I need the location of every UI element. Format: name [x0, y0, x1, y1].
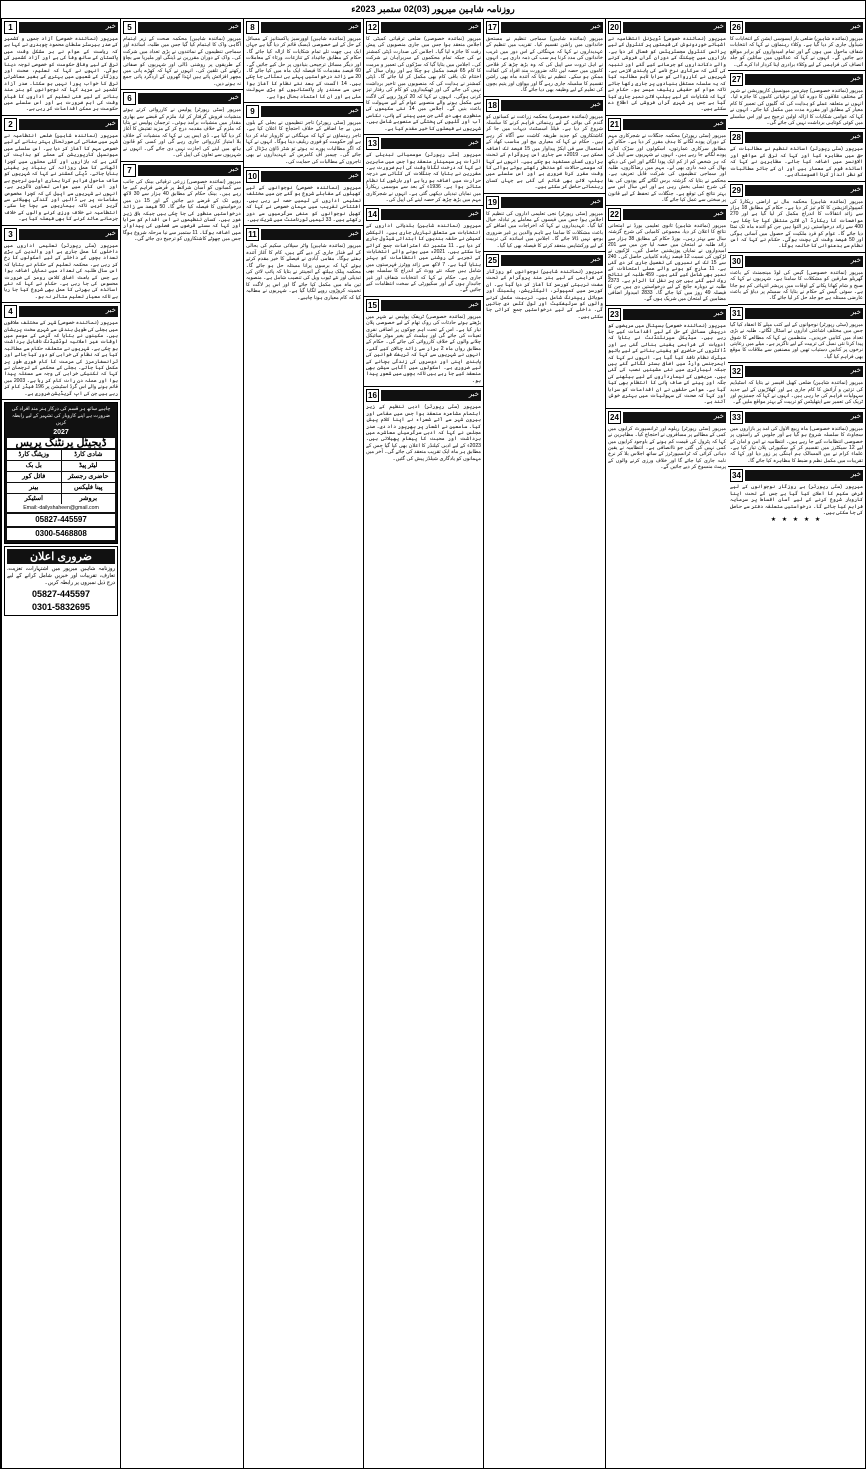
article-number: 3 [4, 228, 17, 241]
article-header [608, 118, 726, 131]
article-header [486, 196, 603, 209]
article-body: میرپور (نمائندہ خصوصی) نوجوانوں کے لیے کھیلوں کے مقابلے شروع ہو گئے جن میں مختلف تعلیمی اداروں کی ٹیمیں حصہ لے رہی ہیں۔ افتتاحی تقریب میں مہمان خصوصی نے کہا کہ کھیل نوجوانوں کو منفی سرگرمیوں سے دور رکھتے ہیں۔ 33 ٹیمیں ٹورنامنٹ میں شریک ہیں۔ [246, 184, 361, 223]
article-number: 32 [730, 365, 743, 378]
article-header [608, 21, 726, 34]
article-headline-bar [261, 171, 361, 182]
article-body: میرپور (سٹی رپورٹر) موسمیاتی تبدیلی کے اثرات پر سیمینار منعقد ہوا جس میں ماہرین نے کہا کہ درخت لگانا وقت کی اہم ضرورت ہے۔ مقررین نے بتایا کہ جنگلات کی کٹائی سے درجہ حرارت میں اضافہ ہو رہا ہے اور بارشوں کا نظام متاثر ہوا ہے۔ 1936ء کے بعد سے موسمی ریکارڈ میں نمایاں تبدیلی دیکھی گئی ہے۔ انہوں نے شجرکاری مہم میں بڑھ چڑھ کر حصہ لینے کی اپیل کی۔ [366, 152, 481, 203]
article-label: خبر [850, 185, 861, 193]
article-header [366, 21, 481, 34]
article-headline-bar [745, 308, 863, 319]
article-headline-bar [261, 229, 361, 240]
article-number: 8 [246, 21, 259, 34]
article-header [4, 118, 118, 131]
article-headline-bar [138, 93, 241, 104]
article [484, 252, 605, 322]
masthead [1, 1, 865, 19]
article-number: 20 [608, 21, 621, 34]
article [606, 409, 728, 473]
article-header [730, 184, 863, 197]
article-body: میرپور (سٹی رپورٹر) نجی تعلیمی اداروں کی تنظیم کا اجلاس ہوا جس میں فیسوں کے معاملے پر تبادلہ خیال کیا گیا۔ عہدیداروں نے کہا کہ اخراجات میں اضافے کے باعث مشکلات کا سامنا ہے تاہم والدین پر غیر ضروری بوجھ نہیں ڈالا جائے گا۔ اجلاس میں اساتذہ کی تربیت کے لیے ورکشاپس منعقد کرنے کا فیصلہ بھی کیا گیا۔ [486, 210, 603, 249]
article-label: خبر [850, 256, 861, 264]
article-body: میرپور (نمائندہ خصوصی) ضلعی ترقیاتی کمیٹی کا اجلاس منعقد ہوا جس میں جاری منصوبوں کی پیش رفت کا جائزہ لیا گیا۔ اجلاس کی صدارت ڈپٹی کمشنر نے کی جبکہ تمام محکموں کے سربراہان نے شرکت کی۔ اجلاس میں بتایا گیا کہ سڑکوں کی تعمیر و مرمت کا کام 65 فیصد مکمل ہو چکا ہے اور رواں سال کے اختتام تک باقی کام بھی مکمل کر لیا جائے گا۔ ڈپٹی کمشنر نے ہدایت کی کہ منصوبوں میں تاخیر برداشت نہیں کی جائے گی اور ٹھیکیداروں کو کام کی رفتار تیز کرنی ہوگی۔ انہوں نے کہا کہ 20 کروڑ روپے کی لاگت سے مکمل ہونے والے منصوبے عوام کے لیے سہولت کا باعث بنیں گے۔ اجلاس میں 14 نئی سکیموں کی منظوری بھی دی گئی جن میں پینے کے پانی، نکاسی آب اور گلیوں کی پختگی کے منصوبے شامل ہیں۔ شہریوں نے فیصلوں کا خیر مقدم کیا ہے۔ [366, 36, 481, 132]
article-label: خبر [590, 23, 601, 30]
article-headline-bar [381, 138, 481, 149]
article-number: 11 [246, 228, 259, 241]
article-number: 2 [4, 118, 17, 131]
article [728, 409, 865, 467]
article-number: 26 [730, 21, 743, 34]
article-number: 21 [608, 118, 621, 131]
article-header [4, 228, 118, 241]
column-6 [605, 19, 728, 1469]
article-body: میرپور (نمائندہ شاہین) بلدیاتی اداروں کے انتخابات سے متعلق تیاریاں جاری ہیں، الیکشن کمیشن نے حلقہ بندیوں کا ابتدائی شیڈول جاری کر دیا ہے۔ 11 ستمبر تک اعتراضات جمع کرائے جا سکتے ہیں۔ 2021ء میں ہونے والے انتخابات کے تجربے کی روشنی میں انتظامات کو بہتر بنایا گیا ہے۔ 7 لاکھ سے زائد ووٹرز فہرستوں میں شامل ہیں جبکہ نئے ووٹ کے اندراج کا سلسلہ بھی جاری ہے۔ حکام نے کہا کہ انتخابات شفاف اور غیر جانبدار ہوں گے اور سکیورٹی کے سخت انتظامات کیے جائیں گے۔ [366, 223, 481, 294]
article-number: 4 [4, 305, 17, 318]
article-body: میرپور (نمائندہ شاہین) واٹر سپلائی سکیم کی بحالی کے لیے فنڈز جاری کر دیے گئے ہیں، کام کا آغاز آئندہ ہفتے ہوگا۔ مقامی آبادی نے فیصلے کا خیر مقدم کرتے ہوئے کہا کہ برسوں پرانا مسئلہ حل ہو جائے گا۔ محکمہ پبلک ہیلتھ کے انجینئر نے بتایا کہ پائپ لائن کی تبدیلی اور نئے ٹیوب ویل کی تنصیب شامل ہے۔ منصوبہ تین ماہ میں مکمل کیا جائے گا اور اس پر لاگت کا تخمینہ کروڑوں روپے لگایا گیا ہے۔ شہریوں نے مطالبہ کیا کہ کام معیاری ہونا چاہیے۔ [246, 243, 361, 301]
article [484, 19, 605, 97]
article-header [608, 411, 726, 424]
article-number: 7 [123, 164, 136, 177]
columns-container [1, 19, 865, 1469]
article-number: 27 [730, 73, 743, 86]
article-body: میرپور (سٹی رپورٹر) محکمہ جنگلات نے شجرکاری مہم کے دوران پودے لگانے کا ہدف مقرر کر دیا ہے۔ حکام کے مطابق سرکاری عمارتوں، اسکولوں اور سڑک کنارے پودے لگائے جا رہے ہیں۔ انہوں نے شہریوں سے اپیل کی کہ ہر شخص کم از کم ایک پودا لگائے اور اس کی دیکھ بھال کی ذمہ داری بھی لے۔ مہم میں رضاکاروں، طلبہ اور سماجی تنظیموں کی شرکت قابل تعریف ہے۔ محکمے نے بتایا کہ گزشتہ برس لگائے گئے پودوں کی بقا کی شرح تسلی بخش رہی ہے اور اس سال اس سے بہتر نتائج کی توقع ہے۔ جنگلات کے تحفظ کے لیے قانون پر سختی سے عمل کیا جائے گا۔ [608, 132, 726, 203]
article-body: میرپور (نمائندہ خصوصی) ماہ ربیع الاول کی آمد پر بازاروں میں سجاوٹ کا سلسلہ شروع ہو گیا ہے اور جلوس کے راستوں پر خصوصی انتظامات کیے جا رہے ہیں۔ انتظامیہ نے امن و امان کے لیے 12 سیکٹرز میں تقسیم کر کے سکیورٹی پلان تیار کیا ہے۔ علماء کرام نے بین المسالک ہم آہنگی پر زور دیا اور کہا کہ تقریبات میں مکمل نظم و ضبط کا مظاہرہ کیا جائے گا۔ [730, 425, 863, 464]
article-headline-bar [623, 209, 726, 220]
article-body: میرپور (نمائندہ خصوصی) ٹریفک پولیس نے شہر میں بڑھتے ہوئے حادثات کی روک تھام کے لیے خصوصی پلان تیار کیا ہے۔ اس کے تحت اہم چوکوں پر اضافی نفری تعینات کی جائے گی اور ہیلمٹ کے بغیر موٹر سائیکل چلانے والوں کے خلاف کارروائی کی جائے گی۔ حکام کے مطابق رواں ماہ 2 ہزار سے زائد چالان کیے گئے۔ انہوں نے شہریوں سے کہا کہ ٹریفک قوانین کی پابندی اپنی اور دوسروں کی زندگی بچانے کے لیے ضروری ہے۔ اسکولوں میں آگاہی سیشن بھی منعقد کیے جا رہے ہیں تاکہ بچوں میں شعور پیدا ہو۔ [366, 313, 481, 384]
article-label: خبر [850, 367, 861, 375]
ad-service-item: حاضری رجسٹر [62, 472, 116, 482]
article [364, 19, 483, 135]
article-body: میرپور (سٹی رپورٹر) ریلوے اور ٹرانسپورٹ کرایوں میں کمی کے مطالبے پر مسافروں نے احتجاج کیا۔ مظاہرین نے کہا کہ پٹرول کی قیمت کم ہونے کے باوجود کرایوں میں کمی نہیں کی گئی جو ناانصافی ہے۔ انتظامیہ نے یقین دہانی کرائی کہ ٹرانسپورٹرز کے ساتھ اجلاس بلا کر نرخ نامہ جاری کیا جائے گا اور خلاف ورزی کرنے والوں کے پرمٹ منسوخ کر دیے جائیں گے۔ [608, 425, 726, 471]
article-label: خبر [468, 23, 479, 30]
article-body: میرپور (سٹی رپورٹر) تاجر تنظیموں نے بجلی کے بلوں میں بے جا اضافے کے خلاف احتجاج کا اعلان کیا ہے۔ تاجر رہنماؤں نے کہا کہ مہنگائی نے کاروبار تباہ کر دیا ہے اور حکومت کو فوری ریلیف دینا ہوگا۔ انہوں نے کہا کہ اگر مطالبات پورے نہ ہوئے تو شٹر ڈاؤن ہڑتال کی جائے گی۔ چیمبر آف کامرس کے عہدیداروں نے بھی تاجروں کے مطالبات کی حمایت کی۔ [246, 120, 361, 165]
article-number: 33 [730, 411, 743, 424]
article-body: میرپور (سٹی رپورٹر) پولیس نے کارروائی کرتے ہوئے منشیات فروش گرفتار کر لیا، ملزم کے قبضے سے بھاری مقدار میں منشیات برآمد ہوئی۔ ترجمان پولیس نے بتایا کہ ملزم کے خلاف مقدمہ درج کر کے مزید تفتیش کا آغاز کر دیا گیا ہے۔ ڈی ایس پی نے کہا کہ منشیات کے خلاف بلا امتیاز کارروائی جاری رہے گی اور کسی کو قانون ہاتھ میں لینے کی اجازت نہیں دی جائے گی۔ انہوں نے شہریوں سے تعاون کی اپیل کی۔ [123, 107, 241, 159]
article-header [730, 21, 863, 34]
article-headline-bar [623, 22, 726, 33]
article-body: میرپور (نمائندہ شاہین) محکمہ صحت کے زیر اہتمام آگاہی واک کا اہتمام کیا گیا جس میں طلبہ، اساتذہ اور سماجی تنظیموں کے نمائندوں نے بڑی تعداد میں شرکت کی۔ واک کے دوران مقررین نے ڈینگی اور ملیریا سے بچاؤ کے طریقوں پر روشنی ڈالی اور شہریوں کو صفائی رکھنے کی تلقین کی۔ انہوں نے کہا کہ کھڑے پانی میں مچھر افزائش پاتے ہیں لہٰذا گھروں کے اردگرد پانی جمع نہ ہونے دیں۔ [123, 36, 241, 87]
article-header [730, 365, 863, 378]
article-number: 5 [123, 21, 136, 34]
article-body: میرپور (نمائندہ خصوصی) زرعی ترقیاتی بینک کی جانب سے کسانوں کو آسان شرائط پر قرضے فراہم کیے جا رہے ہیں۔ بینک حکام کے مطابق 40 ہزار سے 30 لاکھ روپے تک کے قرضے دیے جائیں گے اور 15 دن میں درخواستوں کا فیصلہ کیا جائے گا۔ 50 فیصد سے زائد درخواستیں منظور کی جا چکی ہیں جبکہ باقی زیر غور ہیں۔ کسان تنظیموں نے اس اقدام کو سراہا اور کہا کہ سستے قرضوں سے فصلوں کی پیداوار میں اضافہ ہوگا۔ 11 ستمبر سے نیا مرحلہ شروع ہوگا جس میں چھوٹے کاشتکاروں کو ترجیح دی جائے گی۔ [123, 178, 241, 243]
article-body: میرپور (سٹی رپورٹر) نوجوانوں کے لیے کتب میلے کا انعقاد کیا گیا جس میں مختلف اشاعتی اداروں نے اسٹال لگائے۔ طلبہ نے بڑی تعداد میں کتابیں خریدیں۔ منتظمین نے کہا کہ مطالعے کا شوق پیدا کرنا نئی نسل کی تربیت کے لیے ناگزیر ہے۔ میلے میں رعایتی نرخوں پر کتابیں دستیاب تھیں اور مصنفین سے ملاقات کا موقع بھی فراہم کیا گیا۔ [730, 321, 863, 360]
article-label: خبر [590, 100, 601, 108]
advertisement-box[interactable] [4, 402, 118, 544]
article-number: 9 [246, 105, 259, 118]
article-label: خبر [105, 307, 116, 315]
article-headline-bar [19, 229, 118, 240]
article-number: 28 [730, 131, 743, 144]
article-label: خبر [228, 23, 239, 30]
article-header [730, 469, 863, 482]
article-label: خبر [348, 171, 359, 179]
article-headline-bar [745, 132, 863, 143]
article [244, 226, 363, 303]
article-body: میرپور (نمائندہ خصوصی) چیئرمین میونسپل کارپوریشن نے شہر کے مختلف علاقوں کا دورہ کیا اور ترقیاتی کاموں کا جائزہ لیا۔ انہوں نے متعلقہ عملے کو ہدایت کی کہ گلیوں کی تعمیر کا کام معیار کے مطابق اور مقررہ مدت میں مکمل کیا جائے۔ انہوں نے کہا کہ عوامی شکایات کا ازالہ اولین ترجیح ہے اور اس سلسلے میں کوئی کوتاہی برداشت نہیں کی جائے گی۔ [730, 88, 863, 127]
article-header [486, 254, 603, 267]
article-headline-bar [745, 470, 863, 481]
article-header [730, 411, 863, 424]
article [728, 363, 865, 409]
article-headline-bar [261, 22, 361, 33]
article-number: 31 [730, 307, 743, 320]
article-label: خبر [850, 471, 861, 479]
article-label: خبر [348, 107, 359, 115]
article [484, 194, 605, 252]
article [2, 303, 120, 400]
article [606, 116, 728, 206]
article [2, 226, 120, 304]
article-body: میرپور (نمائندہ خصوصی) ہسپتال میں مریضوں کو درپیش مسائل کے حل کے لیے اقدامات کیے جا رہے ہیں۔ میڈیکل سپرنٹنڈنٹ نے بتایا کہ ادویات کی فراہمی یقینی بنائی گئی ہے اور ڈاکٹروں کی حاضری کو یقینی بنانے کے لیے بائیو میٹرک نظام نافذ کیا گیا ہے۔ انہوں نے کہا کہ ایمرجنسی وارڈ میں اضافی بستر لگائے گئے ہیں جبکہ لیبارٹری میں نئی مشینیں نصب کی گئی ہیں۔ مریضوں کے تیمارداروں کے لیے بیٹھنے کی جگہ اور پینے کے صاف پانی کا انتظام بھی کیا گیا ہے۔ عوامی حلقوں نے ان اقدامات کو سراہا اور کہا کہ صحت کی سہولیات میں بہتری خوش آئند ہے۔ [608, 322, 726, 406]
article-headline-bar [138, 22, 241, 33]
column-7 [728, 19, 865, 1469]
article-number: 34 [730, 469, 743, 482]
article-header [4, 305, 118, 318]
ad-top-text: چاہیے ساتھ ہر قسم کی درکار ہنر مند افراد کی ضرورت ہے اپنے کاروبار کی تشہیر کے لیے رابطہ کریں [11, 406, 111, 427]
article-header [123, 164, 241, 177]
article-label: خبر [590, 255, 601, 263]
article-headline-bar [501, 255, 603, 266]
article-header [4, 21, 118, 34]
article [244, 168, 363, 226]
article-label: خبر [348, 23, 359, 30]
article-body: میرپور (نمائندہ خصوصی) شہر کے مختلف علاقوں میں بجلی کی طویل بندش سے شہری سخت پریشان ہیں۔ مکینوں نے بتایا کہ گرمی کے موسم میں اوقات غیر اعلانیہ لوڈشیڈنگ ناقابل برداشت ہو چکی ہے۔ شہریوں نے متعلقہ حکام سے مطالبہ کیا ہے کہ نظام کی خرابی کو دور کیا جائے اور ٹرانسفارمرز کی مرمت کا کام فوری طور پر مکمل کیا جائے۔ بجلی کے محکمے کے ترجمان نے کہا کہ تکنیکی خرابی کی وجہ سے مسئلہ پیدا ہوا اور عملہ دن رات کام کر رہا ہے۔ 2003 میں قائم ہونے والے اس گرڈ اسٹیشن پر 196 فیڈر کام کر رہے ہیں جن کی اپ گریڈیشن ضروری ہے۔ [4, 320, 118, 397]
article-header [366, 299, 481, 312]
article-body: میرپور (نمائندہ شاہین) محکمہ مال نے اراضی ریکارڈ کی کمپیوٹرائزیشن کا کام تیز کر دیا ہے۔ حکام کے مطابق 18 ہزار سے زائد انتقالات کا اندراج مکمل کر لیا گیا ہے اور 270 مواضعات کا ریکارڈ آن لائن منتقل کیا جا چکا ہے۔ 400 سے زائد درخواستیں زیر التوا ہیں جن کو آئندہ ماہ تک نمٹا دیا جائے گا۔ عوام کو فرد ملکیت کے حصول میں آسانی ہوگی اور 50 فیصد وقت کی بچت ہوگی۔ حکام نے کہا کہ اس نظام سے بدعنوانی کا خاتمہ ہوگا۔ [730, 198, 863, 250]
ad-service-item: فائل کور [7, 472, 61, 482]
article-headline-bar [745, 74, 863, 85]
article-body: میرپور (نمائندہ خصوصی) محکمہ زراعت نے کسانوں کو گندم کی بوائی کے لیے رہنمائی فراہم کرنے کا سلسلہ شروع کر دیا ہے۔ فیلڈ اسسٹنٹ دیہات میں جا کر کاشتکاروں کو جدید طریقہ کاشت سے آگاہ کر رہے ہیں۔ حکام نے کہا کہ معیاری بیج اور مناسب کھاد کے استعمال سے فی ایکڑ پیداوار میں 15 فیصد تک اضافہ ممکن ہے۔ 2019ء سے جاری اس پروگرام کے تحت ہزاروں کسان مستفید ہو چکے ہیں۔ انہوں نے کہا کہ موسمی حالات کو مدنظر رکھتے ہوئے بوائی کا وقت مقرر کرنا ضروری ہے اور اس سلسلے میں ہیلپ لائن بھی قائم کی گئی ہے جہاں کسان رہنمائی حاصل کر سکتے ہیں۔ [486, 113, 603, 191]
column-5 [483, 19, 605, 1469]
article-label: خبر [105, 23, 116, 30]
article-body: میرپور (سٹی رپورٹر) تعلیمی اداروں میں داخلوں کا عمل جاری ہے اور والدین کی بڑی تعداد بچوں کے داخلے کے لیے اسکولوں کا رخ کر رہی ہے۔ محکمہ تعلیم کے حکام نے بتایا کہ اس سال طلبہ کی تعداد میں نمایاں اضافہ ہوا ہے جس کے باعث اضافی کلاس رومز کی ضرورت محسوس کی جا رہی ہے۔ حکام نے کہا کہ نئے اساتذہ کی بھرتی کا عمل بھی شروع کیا جا رہا ہے تاکہ معیار تعلیم متاثر نہ ہو۔ [4, 242, 118, 300]
article-body: میرپور (نمائندہ خصوصی) آزاد جموں و کشمیر کے صدر بیرسٹر سلطان محمود چوہدری نے کہا ہے کہ ریاست کے عوام نے ہر مشکل وقت میں پاکستان کے ساتھ وفا کی ہے اور آزاد کشمیر کی ترقی کے لیے وفاقی حکومت کو خصوصی توجہ دینا ہوگی۔ انہوں نے کہا کہ تعلیم، صحت اور روزگار کے شعبوں میں بہتری کے بغیر معاشرتی ترقی کا خواب پورا نہیں ہو سکتا۔ صدر آزاد کشمیر نے مزید کہا کہ نوجوانوں کو ہنر مند بنانے کے لیے فنی تعلیم کے اداروں کا قیام وقت کی اہم ضرورت ہے اور اس سلسلے میں حکومت ہر ممکن اقدامات کر رہی ہے۔ [4, 36, 118, 113]
article [364, 135, 483, 206]
article-number: 24 [608, 411, 621, 424]
article-header [730, 73, 863, 86]
column-1 [1, 19, 120, 1469]
article [728, 253, 865, 305]
ad-service-item: اسٹیکر [7, 494, 61, 504]
article-headline-bar [19, 22, 118, 33]
ad-phone-1[interactable]: 05827-445597 [7, 514, 115, 526]
article [728, 305, 865, 363]
article-label: خبر [713, 119, 724, 127]
article-header [486, 21, 603, 34]
article-headline-bar [381, 300, 481, 311]
article-headline-bar [745, 412, 863, 423]
article [364, 297, 483, 387]
article-label: خبر [850, 308, 861, 316]
ad-service-item: وزیٹنگ کارڈ [7, 450, 61, 460]
article-label: خبر [105, 229, 116, 237]
notice-box [4, 546, 118, 616]
ad-service-item: بینر [7, 483, 61, 493]
article [121, 90, 243, 161]
article-number: 25 [486, 254, 499, 267]
article-header [730, 307, 863, 320]
article [244, 19, 363, 103]
article [606, 206, 728, 305]
article-label: خبر [468, 300, 479, 308]
article-header [366, 137, 481, 150]
article-body: میرپور (سٹی رپورٹر) ادبی تنظیم کے زیر اہتمام مشاعرہ منعقد ہوا جس میں مقامی اور بیرون شہر سے آئے شعراء نے اپنا کلام پیش کیا۔ سامعین نے اشعار پر بھرپور داد دی۔ صدر مجلس نے کہا کہ ادبی سرگرمیاں معاشرے میں برداشت اور محبت کا پیغام پھیلاتی ہیں۔ 2023ء کے لیے ادبی کیلنڈر کا اعلان بھی کیا گیا جس کے مطابق ہر ماہ ایک تقریب منعقد کی جائے گی۔ آخر میں مہمانوں کو یادگاری شیلڈز پیش کی گئیں۔ [366, 404, 481, 462]
article-header [246, 105, 361, 118]
article-number: 10 [246, 170, 259, 183]
article-headline-bar [623, 309, 726, 320]
article-header [366, 389, 481, 402]
ad-services-grid [7, 450, 115, 504]
article-number: 16 [366, 389, 379, 402]
article [606, 306, 728, 409]
article-number: 22 [608, 208, 621, 221]
masthead-title: روزنامہ شاہین میرپور (03)02 ستمبر 2023ء [351, 4, 515, 14]
article-headline-bar [381, 22, 481, 33]
ad-service-item: بل بک [7, 461, 61, 471]
article-body: میرپور (نمائندہ خصوصی) ڈویژنل انتظامیہ نے اشیائے خوردونوش کی قیمتوں پر کنٹرول کے لیے پرائس کنٹرول مجسٹریٹس کو فعال کر دیا ہے۔ بازاروں میں چیکنگ کے دوران گراں فروشی کرنے والے دکانداروں کو جرمانے کیے گئے اور تنبیہ کی گئی کہ سرکاری نرخ نامے کی پابندی لازمی ہے۔ شہریوں نے کارروائی کو سراہا تاہم مطالبہ کیا کہ یہ سلسلہ مستقل بنیادوں پر جاری رکھا جائے تاکہ عوام کو حقیقی ریلیف میسر ہو۔ حکام نے کہا کہ شکایات کے لیے ہیلپ لائن نمبر جاری کیا گیا ہے جس پر شہری گراں فروشی کی اطلاع دے سکتے ہیں۔ [608, 36, 726, 113]
article-label: خبر [228, 94, 239, 102]
article-headline-bar [501, 197, 603, 208]
article-label: خبر [850, 75, 861, 83]
article-header [123, 92, 241, 105]
article-number: 12 [366, 21, 379, 34]
article-number: 14 [366, 208, 379, 221]
article [728, 71, 865, 129]
article-label: خبر [850, 412, 861, 420]
article-number: 19 [486, 196, 499, 209]
article-headline-bar [381, 209, 481, 220]
article [728, 19, 865, 71]
column-2 [120, 19, 243, 1469]
article-label: خبر [713, 23, 724, 30]
article-headline-bar [19, 306, 118, 317]
article-headline-bar [261, 106, 361, 117]
article-number: 13 [366, 137, 379, 150]
article [121, 19, 243, 90]
column-3 [243, 19, 363, 1469]
article-label: خبر [590, 197, 601, 205]
article [121, 162, 243, 245]
article-headline-bar [501, 22, 603, 33]
ad-service-item: لیٹر پیڈ [62, 461, 116, 471]
article-header [486, 99, 603, 112]
column-4 [363, 19, 483, 1469]
article-number: 1 [4, 21, 17, 34]
article-number: 23 [608, 308, 621, 321]
article-number: 15 [366, 299, 379, 312]
article [728, 182, 865, 253]
article-label: خبر [468, 139, 479, 147]
article-headline-bar [19, 119, 118, 130]
article [2, 19, 120, 116]
notice-text: روزنامہ شاہین میرپور میں اشتہارات، تعزیت، تعارف، تقریبات اور خبریں شامل کرانے کے لیے درج ذیل نمبروں پر رابطہ کریں۔ [7, 566, 115, 587]
notice-phone-1[interactable]: 05827-445597 [31, 589, 91, 600]
ad-year: 2027 [53, 429, 69, 437]
article-label: خبر [850, 23, 861, 30]
article-number: 17 [486, 21, 499, 34]
ad-email[interactable]: Email:-dailyshaheen@gmail.com [7, 504, 115, 512]
article-number: 30 [730, 255, 743, 268]
article-header [246, 170, 361, 183]
article-label: خبر [105, 119, 116, 127]
article-label: خبر [468, 391, 479, 399]
ad-service-item: شادی کارڈ [62, 450, 116, 460]
article-header [123, 21, 241, 34]
article [728, 467, 865, 525]
article-body: میرپور (نمائندہ شاہین) ضلعی بار ایسوسی ایشن کے انتخابات کا شیڈول جاری کر دیا گیا ہے۔ وکلاء رہنماؤں نے کہا کہ انتخابات شفاف ماحول میں ہوں گے اور تمام امیدواروں کو برابر مواقع دیے جائیں گے۔ انہوں نے کہا کہ عدالتوں میں سائلین کو جلد انصاف کی فراہمی کے لیے وکلاء برادری اپنا کردار ادا کرے گی۔ [730, 36, 863, 68]
article [364, 387, 483, 464]
ad-phone-2[interactable]: 0300-5468808 [7, 528, 115, 540]
article [728, 129, 865, 181]
ad-service-item: بروشر [62, 494, 116, 504]
article-label: خبر [228, 165, 239, 173]
article-label: خبر [348, 230, 359, 238]
article-body: میرپور (نمائندہ خصوصی) گیس کی لوڈ مینجمنٹ کے باعث گھریلو صارفین کو مشکلات کا سامنا ہے۔ شہریوں نے کہا کہ صبح و شام کھانا پکانے کے اوقات میں پریشر انتہائی کم ہو جاتا ہے۔ سوئی گیس کے حکام نے بتایا کہ سسٹم پر دباؤ کے باعث عارضی مسئلہ ہے جو جلد حل کر لیا جائے گا۔ [730, 269, 863, 302]
article-label: خبر [713, 210, 724, 218]
ad-brand-name: ڈیجیٹل پرنٹنگ پریس [7, 438, 115, 448]
notice-phone-2[interactable]: 0301-5832695 [31, 602, 91, 613]
article-headline-bar [381, 390, 481, 401]
article-headline-bar [745, 256, 863, 267]
article-header [730, 131, 863, 144]
ad-service-item: پینا فلیکس [62, 483, 116, 493]
article-body: میرپور (سٹی رپورٹر) اساتذہ تنظیم نے مطالبات کے حق میں مظاہرہ کیا اور کہا کہ ترقی کے مواقع اور الاؤنسز میں اضافہ کیا جائے۔ مظاہرین نے کہا کہ اساتذہ قوم کے معمار ہیں اور ان کے جائز مطالبات کو نظر انداز کرنا افسوسناک ہے۔ [730, 146, 863, 179]
article-body: میرپور (نمائندہ شاہین) ثانوی تعلیمی بورڈ نے امتحانی نتائج کا اعلان کر دیا، مجموعی کامیابی کی شرح گزشتہ سال سے بہتر رہی۔ بورڈ حکام کے مطابق 38 ہزار سے زائد طلبہ نے امتحان میں حصہ لیا جن میں سے 201 امیدواروں نے نمایاں پوزیشنیں حاصل کیں۔ لڑکیوں نے لڑکوں کی نسبت 12 فیصد زیادہ کامیابی حاصل کی۔ 240 سے 15 تک کے نمبروں کی تفصیل جاری کر دی گئی ہے۔ 11 مارچ کو ہونے والے عملی امتحانات کے نمبر بھی شامل کیے گئے ہیں۔ 459 طلبہ کے نتائج روک لیے گئے ہیں جن پر نقل کا الزام ہے۔ 2373 طلبہ نے دوبارہ جانچ کے لیے درخواستیں دی ہیں جن کا فیصلہ 49 روز میں کیا جائے گا۔ 2833 امیدوار اضافی مضامین کے امتحان میں شریک ہوں گے۔ [608, 223, 726, 303]
footer-stars: ★ ★ ★ ★ ★ [770, 517, 823, 524]
article-header [608, 308, 726, 321]
article-headline-bar [623, 119, 726, 130]
article-headline-bar [745, 22, 863, 33]
article-label: خبر [850, 133, 861, 141]
article-label: خبر [468, 210, 479, 218]
article-body: میرپور (نمائندہ شاہین) اوورسیز پاکستانیز کے مسائل کے حل کے لیے خصوصی ڈیسک قائم کر دیا گیا ہے جہاں ایک ہی چھت تلے تمام شکایات کا ازالہ کیا جائے گا۔ حکام کے مطابق جائیداد کے تنازعات، ورثاء کے معاملات اور دیگر مسائل ترجیحی بنیادوں پر حل کیے جائیں گے۔ 60 فیصد مقدمات کا فیصلہ ایک ماہ میں کیا جائے گا۔ 20 سے زائد درخواستیں پہلے ہی نمٹائی جا چکی ہیں۔ 14 اگست کے بعد نئے نظام کا آغاز ہوا جس سے سمندر پار پاکستانیوں کو بڑی سہولت ملی ہے اور ان کا اعتماد بحال ہوا ہے۔ [246, 36, 361, 100]
article-body: میرپور (سٹی رپورٹر) بے روزگار نوجوانوں کے لیے قرض سکیم کا اعلان کیا گیا ہے جس کے تحت اپنا کاروبار شروع کرنے کے لیے آسان اقساط پر سرمایہ فراہم کیا جائے گا۔ درخواستیں متعلقہ دفتر سے حاصل کی جا سکتی ہیں۔ [730, 484, 863, 516]
article-header [246, 228, 361, 241]
article-headline-bar [138, 165, 241, 176]
article-number: 6 [123, 92, 136, 105]
article [606, 19, 728, 116]
article-header [608, 208, 726, 221]
article-headline-bar [745, 185, 863, 196]
article-body: میرپور (نمائندہ شاہین) نوجوانوں کو روزگار کی فراہمی کے لیے ہنر مند پروگرام کے تحت مفت تربیتی کورسز کا آغاز کر دیا گیا ہے۔ ان کورسز میں کمپیوٹر، الیکٹریشن، پلمبنگ اور موبائل ریپئرنگ شامل ہیں۔ تربیت مکمل کرنے والوں کو سرٹیفکیٹ اور ٹول کٹس دی جائیں گی۔ داخلے کے لیے درخواستیں جمع کرائی جا سکتی ہیں۔ [486, 268, 603, 320]
article-label: خبر [713, 309, 724, 317]
article-number: 18 [486, 99, 499, 112]
article-body: میرپور (نمائندہ شاہین) ضلعی انتظامیہ نے شہر میں صفائی کی صورتحال بہتر بنانے کے لیے خصوصی مہم کا آغاز کر دیا ہے۔ اس سلسلے میں میونسپل کارپوریشن کے عملے کو ہدایت کی گئی ہے کہ بازاروں اور گلی محلوں میں کچرا اٹھانے کا عمل روزانہ کی بنیاد پر یقینی بنایا جائے۔ ڈپٹی کمشنر نے کہا کہ شہریوں کو صاف ماحول فراہم کرنا ہماری اولین ترجیح ہے اور اس کام میں عوامی تعاون ناگزیر ہے۔ انہوں نے شہریوں سے اپیل کی کہ کچرا مخصوص مقامات پر ہی ڈالیں اور گندگی پھیلانے سے گریز کریں تاکہ بیماریوں سے بچا جا سکے۔ انتظامیہ نے خلاف ورزی کرنے والوں کے خلاف جرمانے عائد کرنے کا بھی فیصلہ کیا ہے۔ [4, 132, 118, 223]
article-label: خبر [713, 412, 724, 420]
article-body: میرپور (نمائندہ شاہین) سماجی تنظیم نے مستحق خاندانوں میں راشن تقسیم کیا۔ تقریب میں تنظیم کے عہدیداروں نے کہا کہ مہنگائی کے اس دور میں غریب خاندانوں کی مدد کرنا ہم سب کی ذمہ داری ہے۔ انہوں نے اہل ثروت سے اپیل کی کہ وہ بڑھ چڑھ کر فلاحی کاموں میں حصہ لیں تاکہ ضرورت مند افراد کی کفالت ممکن ہو سکے۔ تنظیم نے بتایا کہ آئندہ ماہ بھی راشن تقسیم کا سلسلہ جاری رہے گا اور بیواؤں اور یتیم بچوں کی تعلیم کے لیے وظیفہ بھی دیا جائے گا۔ [486, 36, 603, 94]
notice-title: ضروری اعلان [7, 549, 115, 564]
article-body: میرپور (نمائندہ شاہین) ضلعی کھیل آفیسر نے بتایا کہ اسٹیڈیم کی تزئین و آرائش کا کام جاری ہے اور کھلاڑیوں کے لیے جدید سہولیات فراہم کی جا رہی ہیں۔ انہوں نے کہا کہ جمنیزیم اور ٹریک کی تعمیر سے ایتھلیٹس کو تربیت کے بہتر مواقع ملیں گے۔ [730, 380, 863, 406]
article-headline-bar [501, 100, 603, 111]
article-header [730, 255, 863, 268]
article-headline-bar [623, 412, 726, 423]
article [2, 116, 120, 226]
article [484, 97, 605, 194]
article-headline-bar [745, 366, 863, 377]
article [244, 103, 363, 168]
article-header [366, 208, 481, 221]
article [364, 206, 483, 296]
article-header [246, 21, 361, 34]
article-number: 29 [730, 184, 743, 197]
